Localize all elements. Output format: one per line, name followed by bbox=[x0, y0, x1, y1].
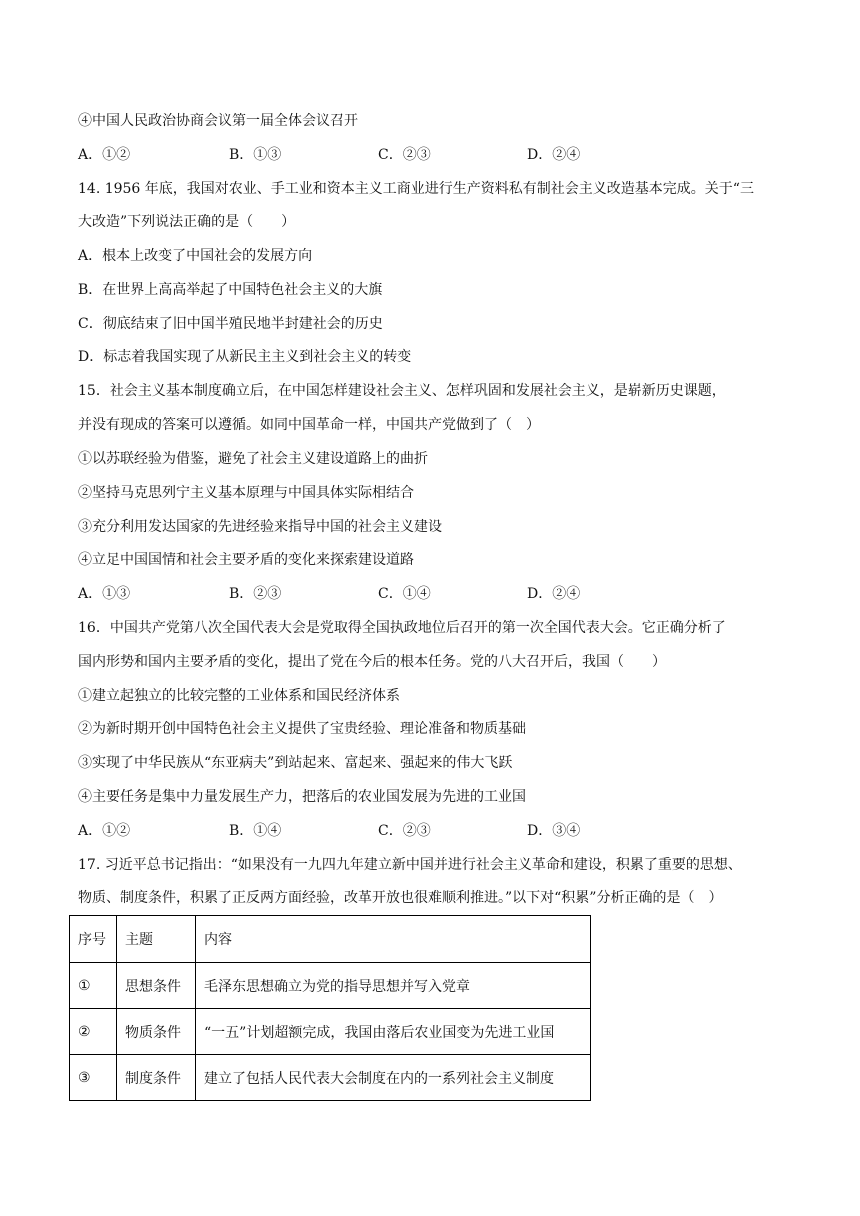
q16-item-2: ②为新时期开创中国特色社会主义提供了宝贵经验、理论准备和物质基础 bbox=[78, 721, 526, 737]
q15-option-a[interactable]: A．①③ bbox=[78, 586, 131, 602]
q16-stem-line-2: 国内形势和国内主要矛盾的变化，提出了党在今后的根本任务。党的八大召开后，我国（ ） bbox=[78, 654, 666, 670]
row-content: “一五”计划超额完成，我国由落后农业国变为先进工业国 bbox=[196, 1009, 591, 1055]
q14-choice-a[interactable]: A．根本上改变了中国社会的发展方向 bbox=[78, 248, 313, 264]
q14-stem-line-2: 大改造”下列说法正确的是（ ） bbox=[78, 214, 296, 230]
q15-stem-line-1: 15．社会主义基本制度确立后，在中国怎样建设社会主义、怎样巩固和发展社会主义，是崭新历史课题， bbox=[78, 383, 726, 399]
q15-option-d[interactable]: D．②④ bbox=[527, 586, 581, 602]
table-row bbox=[70, 963, 591, 1009]
header-cell-theme: 主题 bbox=[117, 916, 196, 963]
q15-option-b[interactable]: B．②③ bbox=[229, 586, 282, 602]
q13-option-b[interactable]: B．①③ bbox=[229, 147, 282, 163]
table-row bbox=[70, 1055, 591, 1101]
q14-choice-b[interactable]: B．在世界上高高举起了中国特色社会主义的大旗 bbox=[78, 282, 383, 298]
q16-item-3: ③实现了中华民族从“东亚病夫”到站起来、富起来、强起来的伟大飞跃 bbox=[78, 755, 513, 771]
header-cell-content: 内容 bbox=[196, 916, 591, 963]
q14-choice-d[interactable]: D．标志着我国实现了从新民主主义到社会主义的转变 bbox=[78, 349, 412, 365]
q14-stem-line-1: 14. 1956 年底，我国对农业、手工业和资本主义工商业进行生产资料私有制社会主义改造基本完成。关于“三 bbox=[78, 181, 754, 197]
row-number: ① bbox=[70, 963, 117, 1009]
q15-item-3: ③充分利用发达国家的先进经验来指导中国的社会主义建设 bbox=[78, 519, 442, 535]
q16-item-4: ④主要任务是集中力量发展生产力，把落后的农业国发展为先进的工业国 bbox=[78, 789, 526, 805]
q15-item-1: ①以苏联经验为借鉴，避免了社会主义建设道路上的曲折 bbox=[78, 451, 428, 467]
header-cell-number: 序号 bbox=[70, 916, 117, 963]
row-theme: 思想条件 bbox=[117, 963, 196, 1009]
q15-item-4: ④立足中国国情和社会主要矛盾的变化来探索建设道路 bbox=[78, 552, 414, 568]
q15-option-c[interactable]: C．①④ bbox=[378, 586, 431, 602]
q17-table bbox=[69, 915, 591, 1101]
q16-option-b[interactable]: B．①④ bbox=[229, 823, 282, 839]
row-content: 毛泽东思想确立为党的指导思想并写入党章 bbox=[196, 963, 591, 1009]
row-content: 建立了包括人民代表大会制度在内的一系列社会主义制度 bbox=[196, 1055, 591, 1101]
q16-stem-line-1: 16．中国共产党第八次全国代表大会是党取得全国执政地位后召开的第一次全国代表大会。它正确分析了 bbox=[78, 620, 726, 636]
q13-option-c[interactable]: C．②③ bbox=[378, 147, 431, 163]
q16-option-a[interactable]: A．①② bbox=[78, 823, 131, 839]
q16-option-c[interactable]: C．②③ bbox=[378, 823, 431, 839]
table-row bbox=[70, 1009, 591, 1055]
q13-option-a[interactable]: A．①② bbox=[78, 147, 131, 163]
q13-option-d[interactable]: D．②④ bbox=[527, 147, 581, 163]
q14-choice-c[interactable]: C．彻底结束了旧中国半殖民地半封建社会的历史 bbox=[78, 316, 383, 332]
q17-stem-line-1: 17. 习近平总书记指出：“如果没有一九四九年建立新中国并进行社会主义革命和建设，积累了重要的思想、 bbox=[78, 857, 742, 873]
q16-item-1: ①建立起独立的比较完整的工业体系和国民经济体系 bbox=[78, 688, 400, 704]
row-number: ③ bbox=[70, 1055, 117, 1101]
row-number: ② bbox=[70, 1009, 117, 1055]
q13-item-4: ④中国人民政治协商会议第一届全体会议召开 bbox=[78, 113, 358, 129]
q15-stem-line-2: 并没有现成的答案可以遵循。如同中国革命一样，中国共产党做到了（ ） bbox=[78, 417, 540, 433]
row-theme: 制度条件 bbox=[117, 1055, 196, 1101]
q15-item-2: ②坚持马克思列宁主义基本原理与中国具体实际相结合 bbox=[78, 485, 414, 501]
q17-stem-line-2: 物质、制度条件，积累了正反两方面经验，改革开放也很难顺利推进。”以下对“积累”分析正确的是（ ） bbox=[78, 890, 723, 906]
row-theme: 物质条件 bbox=[117, 1009, 196, 1055]
q16-option-d[interactable]: D．③④ bbox=[527, 823, 581, 839]
table-header-row bbox=[70, 916, 591, 963]
